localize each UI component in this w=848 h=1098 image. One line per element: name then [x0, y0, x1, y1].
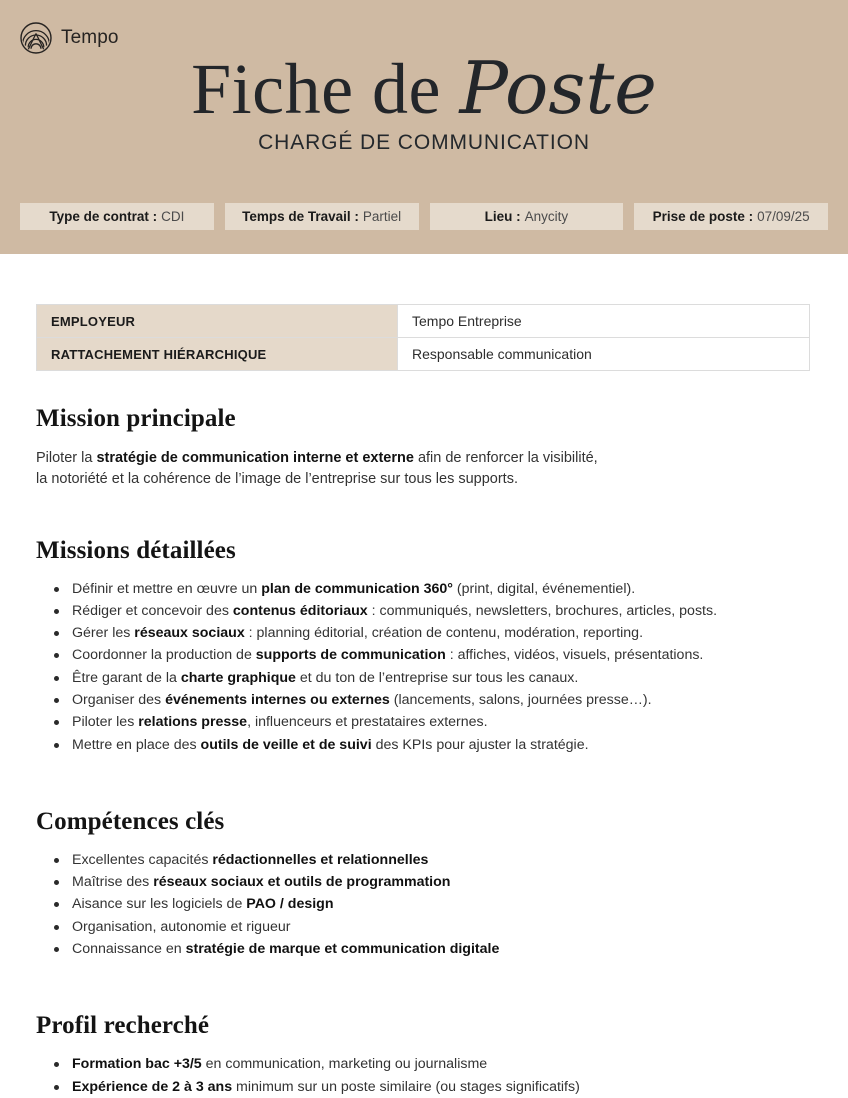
item-post: : communiqués, newsletters, brochures, articles, posts.: [367, 602, 718, 619]
mission-principale-text: [36, 448, 676, 490]
page-title: [0, 46, 848, 130]
list-item: [54, 601, 812, 622]
badge-location: [430, 203, 624, 230]
mission-text-bold: stratégie de communication interne et externe: [96, 449, 414, 466]
item-pre: Coordonner la production de: [72, 647, 256, 664]
item-pre: Organisation, autonomie et rigueur: [72, 918, 291, 935]
item-pre: Gérer les: [72, 625, 135, 642]
item-pre: Organiser des: [72, 691, 166, 708]
item-bold: Expérience de 2 à 3 ans: [72, 1078, 233, 1095]
list-item: [54, 1077, 812, 1098]
section-missions-detaillees: [36, 537, 812, 756]
item-bold: supports de communication: [255, 647, 446, 664]
list-item: [54, 623, 812, 644]
list-item: [54, 735, 812, 756]
page-subtitle: CHARGÉ DE COMMUNICATION: [258, 131, 590, 154]
badge-label: Lieu :: [484, 209, 521, 224]
mission-text-pre: Piloter la: [36, 449, 97, 466]
tempo-logo-icon: [20, 22, 52, 54]
competences-cles-list: [36, 850, 812, 960]
badge-work-time: [225, 203, 419, 230]
list-item: [54, 645, 812, 666]
item-bold: charte graphique: [180, 669, 296, 686]
table-row: [37, 338, 810, 371]
employer-info-table: [36, 304, 810, 371]
item-post: : affiches, vidéos, visuels, présentations.: [445, 647, 704, 664]
missions-detaillees-list: [36, 579, 812, 756]
item-pre: Mettre en place des: [72, 736, 201, 753]
item-post: en communication, marketing ou journalisme: [201, 1056, 488, 1073]
document-body: [0, 304, 848, 1098]
table-value-employer: Tempo Entreprise: [398, 305, 810, 338]
item-bold: stratégie de marque et communication digitale: [185, 941, 500, 958]
badge-label: Prise de poste :: [652, 209, 754, 224]
list-item: [54, 579, 812, 600]
item-bold: plan de communication 360°: [261, 580, 453, 597]
brand-name: Tempo: [61, 27, 119, 48]
list-item: [54, 1054, 812, 1075]
section-title: Missions détaillées: [36, 536, 236, 564]
badge-label: Type de contrat :: [49, 209, 158, 224]
section-competences-cles: [36, 808, 812, 960]
page-title-accent: Poste: [459, 46, 657, 130]
brand: [20, 22, 119, 54]
item-post: : planning éditorial, création de contenu, modération, reporting.: [244, 625, 644, 642]
item-post: des KPIs pour ajuster la stratégie.: [371, 736, 589, 753]
list-item: [54, 712, 812, 733]
table-value-reporting-line: Responsable communication: [398, 338, 810, 371]
item-pre: Connaissance en: [72, 941, 186, 958]
section-title: Profil recherché: [36, 1012, 210, 1040]
item-bold: contenus éditoriaux: [232, 602, 368, 619]
badge-row: [20, 203, 828, 230]
badge-start-date: [634, 203, 828, 230]
title-block: [0, 46, 848, 155]
item-pre: Piloter les: [72, 714, 139, 731]
item-bold: Formation bac +3/5: [72, 1056, 202, 1073]
item-pre: Être garant de la: [72, 669, 181, 686]
profil-recherche-list: [36, 1054, 812, 1098]
document-header: [0, 0, 848, 254]
item-bold: réseaux sociaux et outils de programmation: [153, 874, 451, 891]
item-pre: Aisance sur les logiciels de: [72, 896, 247, 913]
item-post: , influenceurs et prestataires externes.: [247, 714, 488, 731]
section-profil-recherche: [36, 1012, 812, 1098]
item-bold: outils de veille et de suivi: [200, 736, 372, 753]
badge-label: Temps de Travail :: [242, 209, 359, 224]
item-pre: Définir et mettre en œuvre un: [72, 580, 262, 597]
item-bold: relations presse: [138, 714, 248, 731]
badge-value: 07/09/25: [757, 209, 810, 224]
badge-value: Partiel: [362, 209, 402, 224]
table-key-employer: EMPLOYEUR: [37, 305, 398, 338]
list-item: [54, 668, 812, 689]
list-item: [54, 690, 812, 711]
badge-value: Anycity: [524, 209, 569, 224]
item-pre: Rédiger et concevoir des: [72, 602, 233, 619]
table-row: [37, 305, 810, 338]
mission-text-post: afin de renforcer la visibilité,: [413, 449, 598, 466]
section-title: Compétences clés: [36, 807, 225, 835]
table-key-reporting-line: RATTACHEMENT HIÉRARCHIQUE: [37, 338, 398, 371]
list-item: [54, 850, 812, 871]
item-bold: rédactionnelles et relationnelles: [212, 851, 429, 868]
section-title: Mission principale: [36, 405, 236, 432]
item-post: et du ton de l’entreprise sur tous les canaux.: [295, 669, 579, 686]
item-post: (print, digital, événementiel).: [452, 580, 636, 597]
badge-contract-type: [20, 203, 214, 230]
list-item: [54, 939, 812, 960]
page-title-main: Fiche de: [191, 49, 442, 129]
item-pre: Maîtrise des: [72, 874, 154, 891]
item-bold: PAO / design: [246, 896, 334, 913]
mission-text-line2: la notoriété et la cohérence de l’image de l’entreprise sur tous les supports.: [36, 470, 518, 487]
item-post: minimum sur un poste similaire (ou stages significatifs): [232, 1078, 580, 1095]
list-item: [54, 894, 812, 915]
section-mission-principale: [36, 405, 812, 490]
list-item: [54, 917, 812, 938]
list-item: [54, 872, 812, 893]
item-post: (lancements, salons, journées presse…).: [389, 691, 652, 708]
item-bold: réseaux sociaux: [134, 625, 245, 642]
badge-value: CDI: [161, 209, 185, 224]
item-bold: événements internes ou externes: [165, 691, 390, 708]
item-pre: Excellentes capacités: [72, 851, 213, 868]
